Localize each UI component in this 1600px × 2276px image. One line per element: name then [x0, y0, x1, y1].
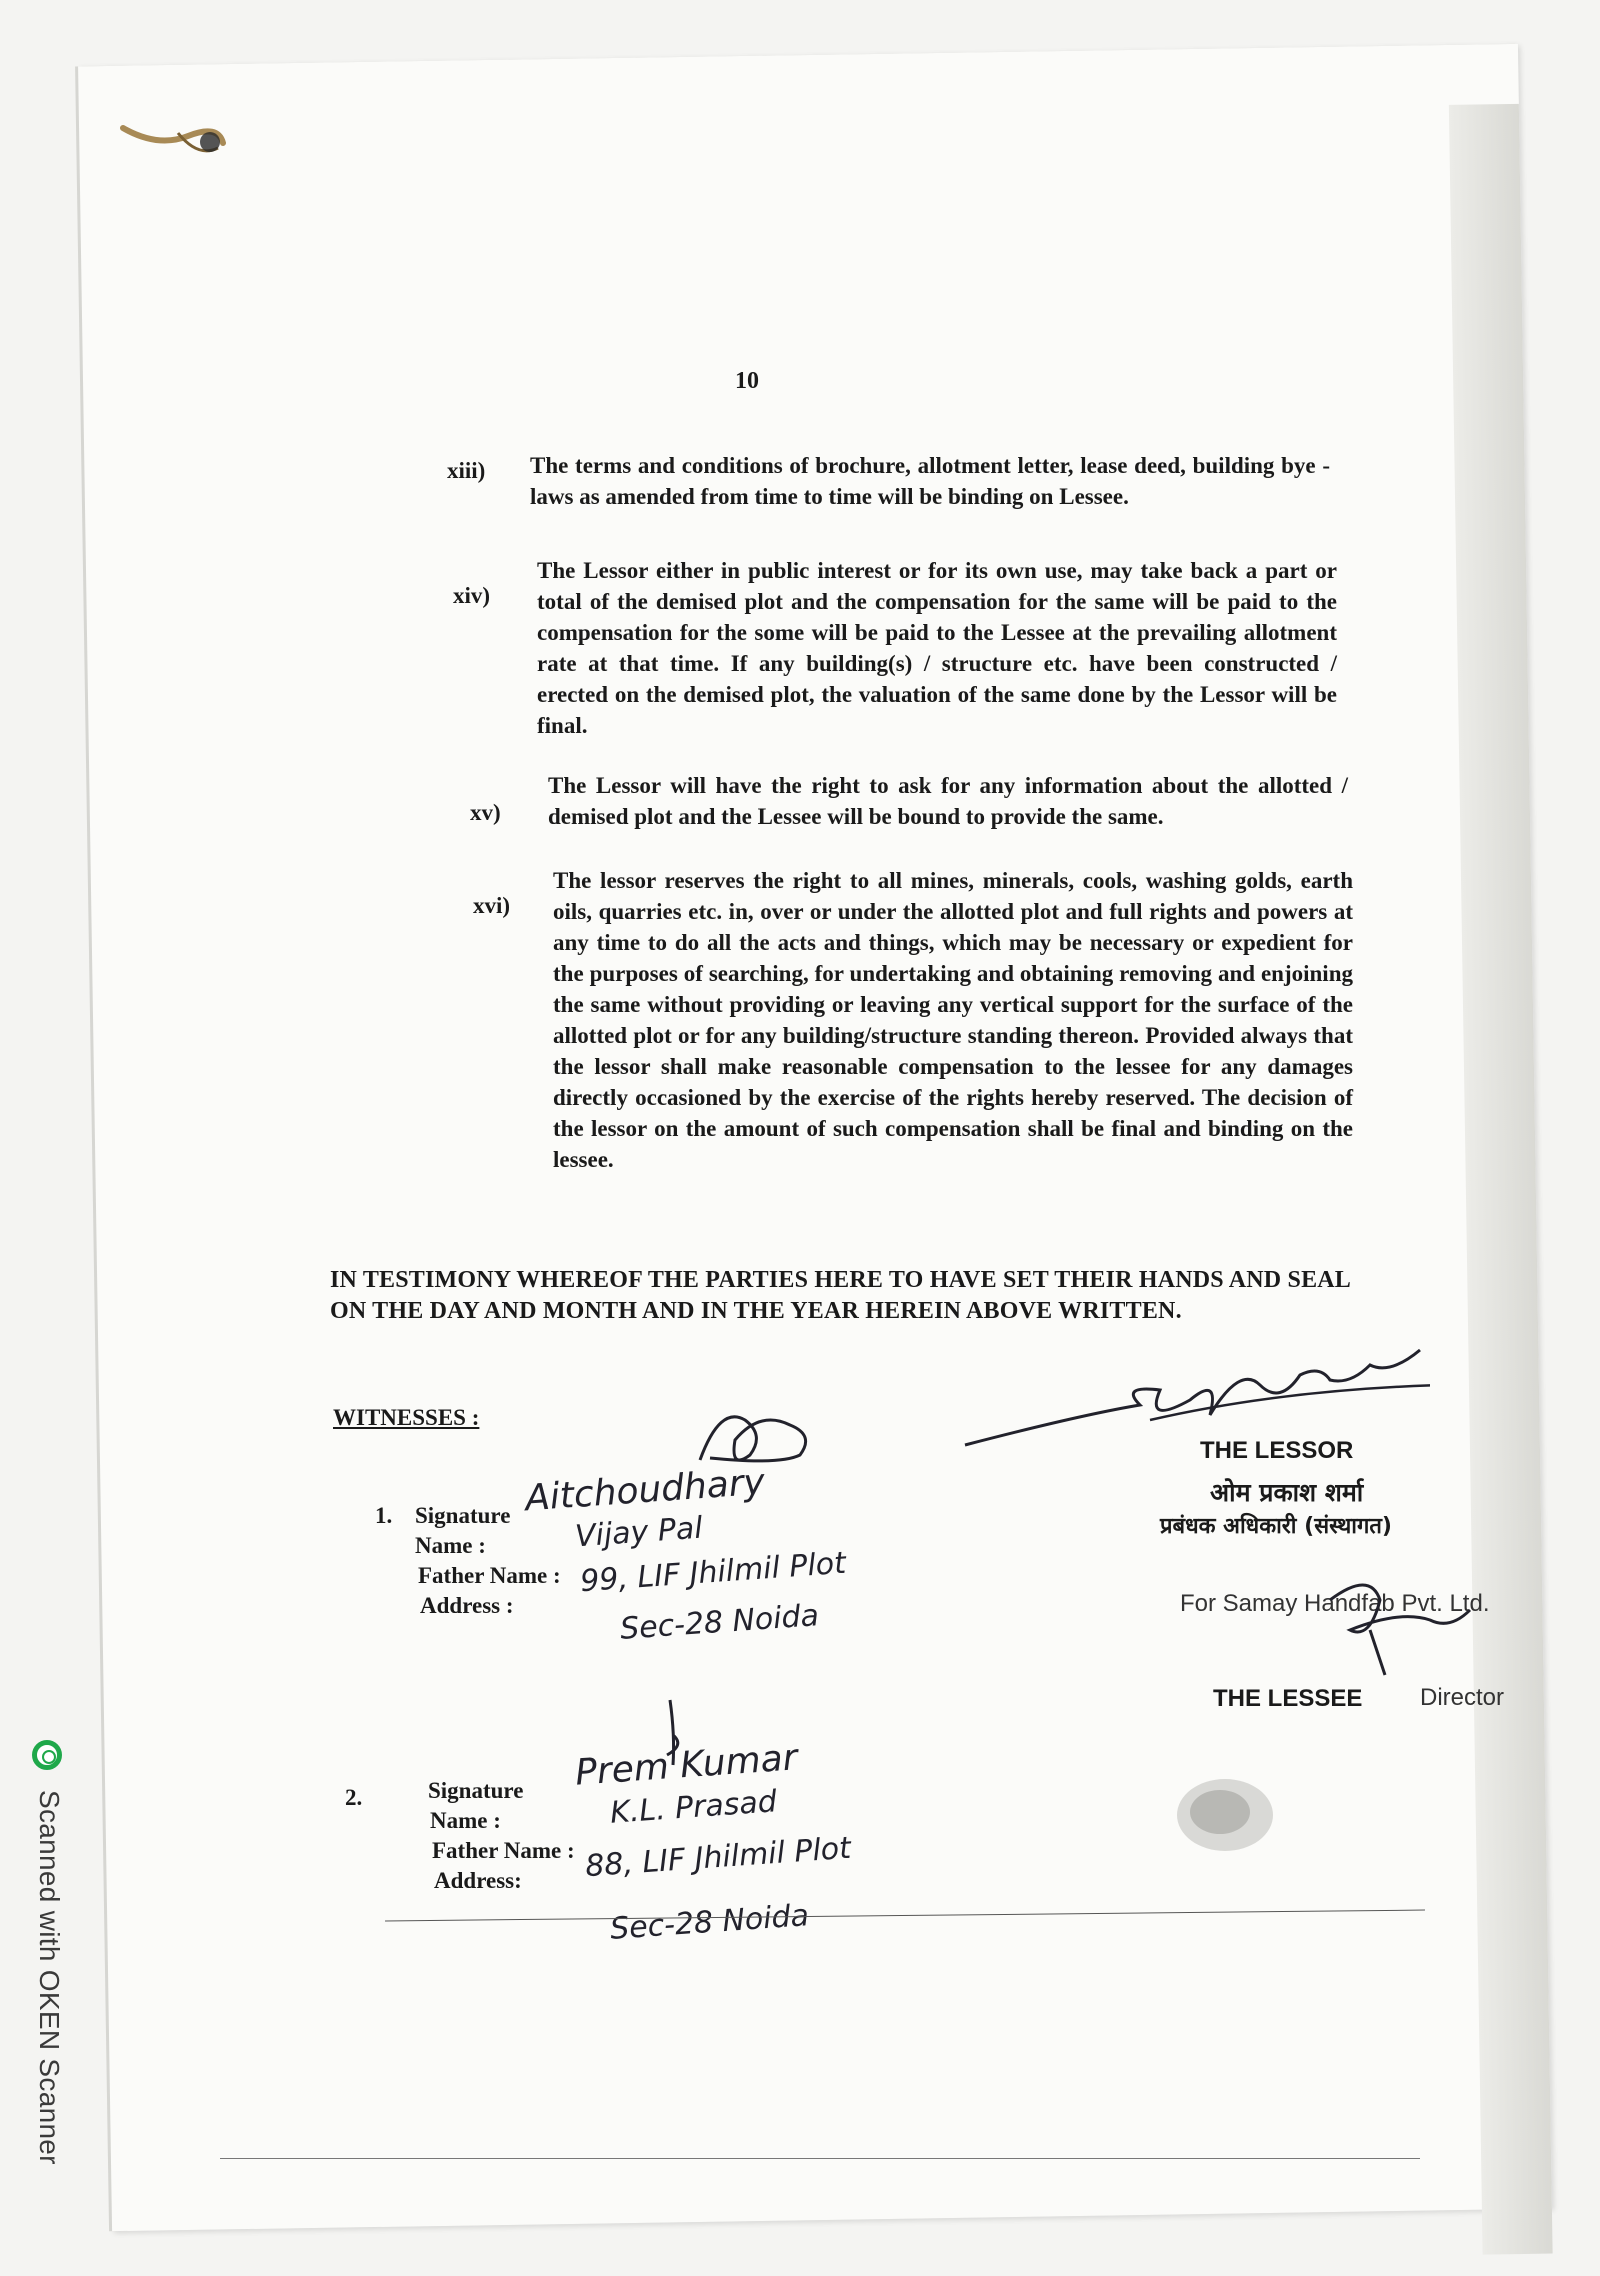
binding-string-icon	[118, 118, 228, 158]
witnesses-heading: WITNESSES :	[333, 1405, 480, 1430]
clause-text: The Lessor will have the right to ask for any information about the allotted / demised plot and the Lessee will be bound to provide the same.	[548, 773, 1348, 829]
witness-2-address-label: Address:	[434, 1868, 522, 1893]
witness-2-name-label: Name :	[430, 1808, 501, 1833]
lessee-director-label: Director	[1420, 1684, 1505, 1711]
witness-1-name-handwriting: Vijay Pal	[573, 1510, 704, 1555]
witness-1-signature-label: Signature	[415, 1503, 511, 1528]
witness-1-number: 1.	[375, 1503, 393, 1528]
lessor-stamp-name: ओम प्रकाश शर्मा	[1210, 1478, 1364, 1507]
clause-number: xiv)	[453, 583, 491, 608]
witness-2-father-label: Father Name :	[432, 1838, 575, 1863]
witness-2-signature-handwriting: Prem Kumar	[573, 1737, 799, 1794]
witness-1-signature-handwriting: Aitchoudhary	[523, 1461, 767, 1520]
witness-2-number: 2.	[345, 1785, 363, 1810]
lessee-label: THE LESSEE	[1213, 1685, 1363, 1712]
lessor-stamp-designation: प्रबंधक अधिकारी (संस्थागत)	[1160, 1514, 1392, 1539]
lessor-label: THE LESSOR	[1200, 1437, 1354, 1464]
page-divider	[220, 2158, 1420, 2159]
witness-1-initials-mark	[690, 1400, 830, 1470]
witness-1-name-label: Name :	[415, 1533, 486, 1558]
witness-1-father-handwriting: 99, LIF Jhilmil Plot	[579, 1545, 848, 1600]
clause-number: xv)	[470, 800, 501, 825]
clause-text: The Lessor either in public interest or for its own use, may take back a part or total of the demised plot and the compensation for the same will be paid to the compensation for the some will be paid to the Lessee at the prevailing allotment rate at that time. If any building(s) / structure etc. have been constructed / erected on the demised plot, the valuation of the same done by the Lessor will be final.	[537, 558, 1337, 738]
witness-2-initials-mark	[655, 1695, 695, 1770]
witness-2-name-handwriting: K.L. Prasad	[608, 1784, 778, 1831]
lessee-signature-mark	[1310, 1570, 1480, 1680]
clause-text: The terms and conditions of brochure, allotment letter, lease deed, building bye - laws as amended from time to time will be binding on Lessee.	[530, 453, 1330, 509]
witness-1-address-label: Address :	[420, 1593, 514, 1618]
scanner-watermark-text: Scanned with OKEN Scanner	[34, 1790, 65, 2165]
clause-text: The lessor reserves the right to all mines, minerals, cools, washing golds, earth oils, quarries etc. in, over or under the allotted plot and full rights and powers at any time to do all the acts and things, which may be necessary or expedient for the purposes of searching, for undertaking and obtaining removing and enjoining the same without providing or leaving any vertical support for the surface of the allotted plot or for any building/structure standing thereon. Provided always that the lessor shall make reasonable compensation to the lessee for any damages directly occasioned by the exercise of the rights hereby reserved. The decision of the lessor on the amount of such compensation shall be final and binding on the lessee.	[553, 868, 1353, 1172]
witness-2-father-handwriting: 88, LIF Jhilmil Plot	[584, 1830, 853, 1885]
seal-smudge-icon	[1170, 1770, 1280, 1860]
page-edge	[1449, 104, 1553, 2255]
lessee-company-stamp: For Samay Handfab Pvt. Ltd.	[1180, 1590, 1490, 1617]
witness-2-address-handwriting: Sec-28 Noida	[609, 1898, 811, 1947]
clause-number: xvi)	[473, 893, 511, 918]
testimony-statement: IN TESTIMONY WHEREOF THE PARTIES HERE TO HAVE SET THEIR HANDS AND SEAL ON THE DAY AND MONTH AND IN THE YEAR HEREIN ABOVE WRITTEN.	[330, 1267, 1350, 1324]
oken-scanner-logo-icon	[32, 1740, 62, 1770]
scanner-watermark	[18, 1740, 78, 2260]
witness-1-address-handwriting: Sec-28 Noida	[619, 1598, 821, 1647]
clause-number: xiii)	[447, 458, 486, 483]
witness-2-signature-label: Signature	[428, 1778, 524, 1803]
page-number: 10	[735, 368, 759, 394]
lessor-signature-mark	[960, 1345, 1430, 1455]
witness-1-father-label: Father Name :	[418, 1563, 561, 1588]
